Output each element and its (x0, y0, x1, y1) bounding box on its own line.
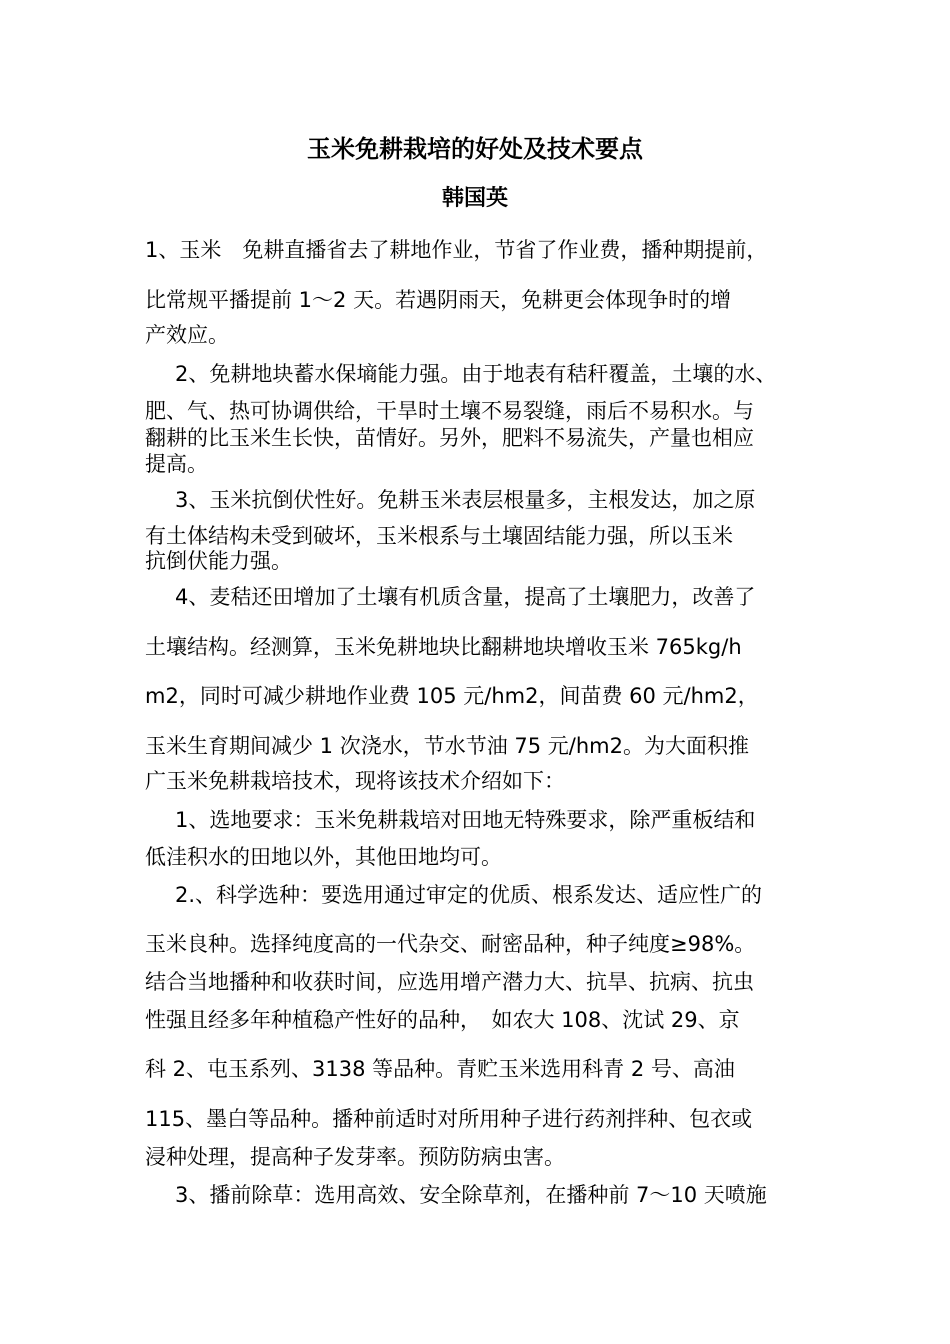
paragraph-line: 翻耕的比玉米生长快，苗情好。另外，肥料不易流失，产量也相应 (145, 426, 754, 450)
paragraph-line: 3、播前除草：选用高效、安全除草剂，在播种前 7～10 天喷施 (175, 1183, 767, 1207)
document-title: 玉米免耕栽培的好处及技术要点 (307, 135, 643, 163)
paragraph-line: 玉米生育期间减少 1 次浇水，节水节油 75 元/hm2。为大面积推 (145, 734, 749, 758)
paragraph-line: 抗倒伏能力强。 (145, 549, 292, 573)
paragraph-line: 提高。 (145, 452, 208, 476)
paragraph-line: 4、麦秸还田增加了土壤有机质含量，提高了土壤肥力，改善了 (175, 585, 756, 609)
paragraph-line: 有土体结构未受到破坏，玉米根系与土壤固结能力强，所以玉米 (145, 524, 733, 548)
paragraph-line: 肥、气、热可协调供给，干旱时土壤不易裂缝，雨后不易积水。与 (145, 399, 754, 423)
paragraph-line: 浸种处理，提高种子发芽率。预防防病虫害。 (145, 1145, 565, 1169)
document-author: 韩国英 (441, 186, 508, 211)
paragraph-line: 结合当地播种和收获时间，应选用增产潜力大、抗旱、抗病、抗虫 (145, 970, 754, 994)
paragraph-line: 比常规平播提前 1～2 天。若遇阴雨天，免耕更会体现争时的增 (145, 288, 732, 312)
paragraph-line: 低洼积水的田地以外，其他田地均可。 (145, 845, 502, 869)
paragraph-line: 广玉米免耕栽培技术，现将该技术介绍如下： (145, 769, 565, 793)
paragraph-line: 1、选地要求：玉米免耕栽培对田地无特殊要求，除严重板结和 (175, 808, 756, 832)
paragraph-line: 土壤结构。经测算，玉米免耕地块比翻耕地块增收玉米 765kg/h (145, 635, 742, 659)
paragraph-line: 科 2、屯玉系列、3138 等品种。青贮玉米选用科青 2 号、高油 (145, 1057, 735, 1081)
paragraph-line: 3、玉米抗倒伏性好。免耕玉米表层根量多，主根发达，加之原 (175, 488, 756, 512)
paragraph-line: 2、免耕地块蓄水保墒能力强。由于地表有秸秆覆盖，土壤的水、 (175, 362, 777, 386)
paragraph-line: 玉米良种。选择纯度高的一代杂交、耐密品种，种子纯度≥98%。 (145, 932, 756, 956)
paragraph-line: 产效应。 (145, 323, 229, 347)
paragraph-line: 2.、科学选种：要选用通过审定的优质、根系发达、适应性广的 (175, 883, 763, 907)
paragraph-line: m2，同时可减少耕地作业费 105 元/hm2，间苗费 60 元/hm2， (145, 684, 759, 708)
paragraph-line: 115、墨白等品种。播种前适时对所用种子进行药剂拌种、包衣或 (145, 1107, 753, 1131)
paragraph-line: 性强且经多年种植稳产性好的品种， 如农大 108、沈试 29、京 (145, 1008, 740, 1032)
paragraph-line: 1、玉米 免耕直播省去了耕地作业，节省了作业费，播种期提前， (145, 238, 768, 262)
